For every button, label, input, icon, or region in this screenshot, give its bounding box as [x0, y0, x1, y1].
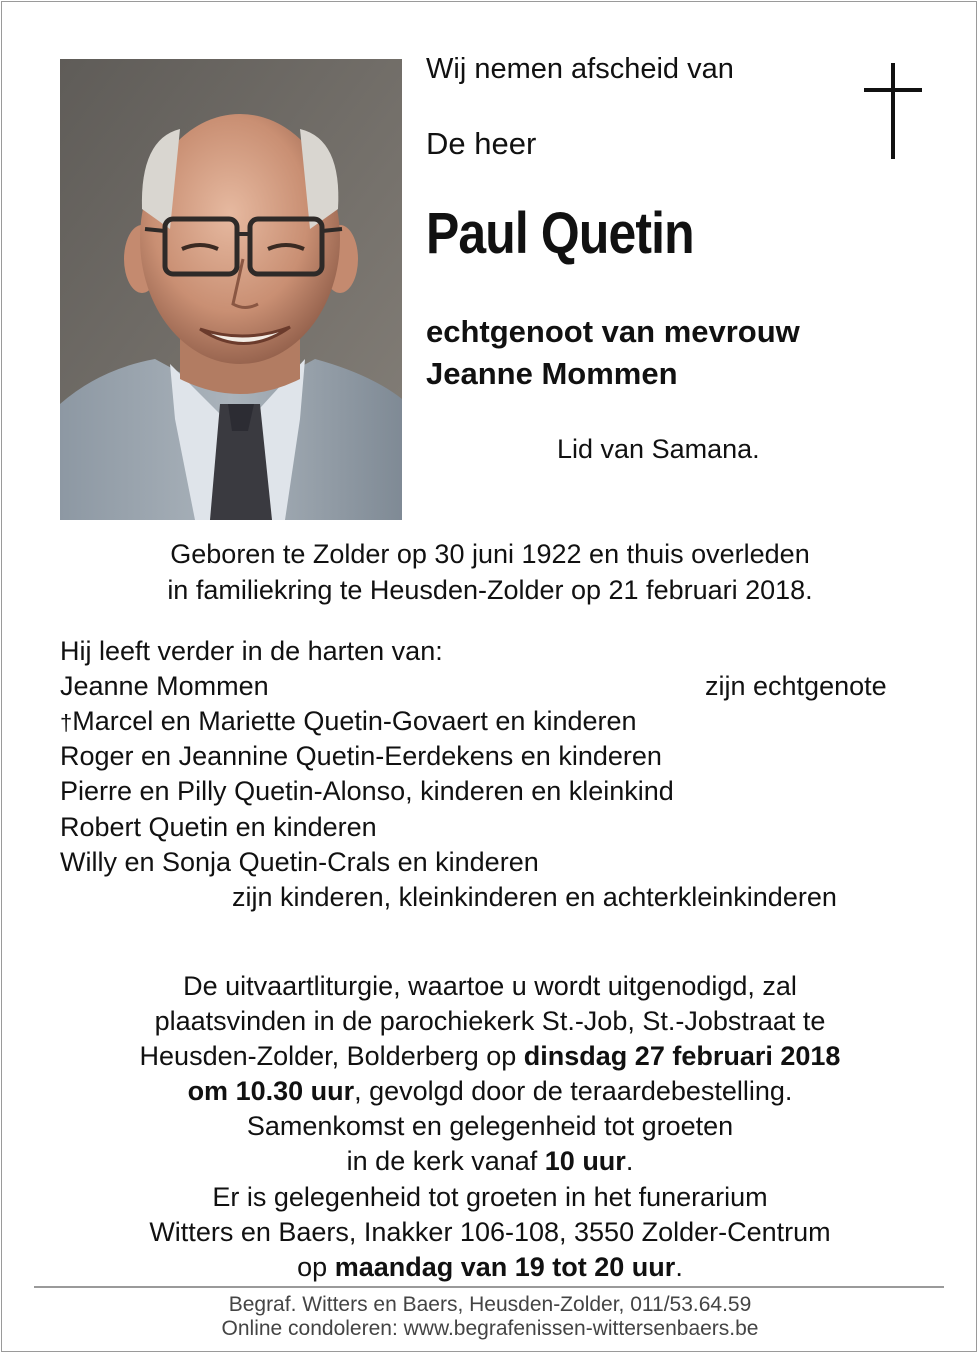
- portrait-illustration: [60, 59, 402, 520]
- ceremony-line: [0, 1076, 980, 1107]
- ceremony-line: plaatsvinden in de parochiekerk St.-Job, St.-Jobstraat te: [154, 1006, 826, 1036]
- deceased-mark: †: [60, 710, 73, 735]
- cross-vertical-bar: [891, 63, 895, 159]
- spouse-role: zijn echtgenote: [705, 671, 887, 701]
- family-intro: Hij leeft verder in de harten van:: [60, 636, 443, 666]
- spouse-line-1: echtgenoot van mevrouw: [426, 314, 800, 349]
- ceremony-time: om 10.30 uur: [187, 1076, 355, 1106]
- intro-text: Wij nemen afscheid van: [426, 53, 734, 85]
- online-condolence-link[interactable]: Online condoleren: www.begrafenissen-wittersenbaers.be: [221, 1317, 759, 1340]
- membership-text: Lid van Samana.: [557, 434, 760, 464]
- ceremony-text: .: [625, 1146, 634, 1176]
- ceremony-line: Er is gelegenheid tot groeten in het funerarium: [212, 1182, 768, 1212]
- birth-death-line-1: Geboren te Zolder op 30 juni 1922 en thuis overleden: [170, 539, 810, 569]
- deceased-name: Paul Quetin: [426, 201, 694, 266]
- ceremony-line: [0, 1252, 980, 1283]
- cross-horizontal-bar: [864, 88, 922, 92]
- ceremony-line: De uitvaartliturgie, waartoe u wordt uitgenodigd, zal: [183, 971, 797, 1001]
- children-role: zijn kinderen, kleinkinderen en achterkleinkinderen: [232, 882, 837, 912]
- ceremony-text: op: [297, 1252, 335, 1282]
- child-name: Willy en Sonja Quetin-Crals en kinderen: [60, 847, 539, 877]
- funeral-home-contact: Begraf. Witters en Baers, Heusden-Zolder, 011/53.64.59: [228, 1293, 752, 1316]
- ceremony-line: [0, 1041, 980, 1072]
- ceremony-text: .: [675, 1252, 683, 1282]
- ceremony-date: dinsdag 27 februari 2018: [523, 1041, 841, 1071]
- ceremony-text: Heusden-Zolder, Bolderberg op: [139, 1041, 524, 1071]
- ceremony-line: [0, 1146, 980, 1177]
- ceremony-text: , gevolgd door de teraardebestelling.: [354, 1076, 793, 1106]
- child-name: Roger en Jeannine Quetin-Eerdekens en kinderen: [60, 741, 662, 771]
- footer-divider: [34, 1286, 944, 1288]
- latin-cross-icon: [864, 63, 922, 159]
- greeting-time: 10 uur: [544, 1146, 626, 1176]
- spouse-name: Jeanne Mommen: [60, 671, 269, 701]
- child-name: Marcel en Mariette Quetin-Govaert en kinderen: [72, 706, 637, 736]
- ceremony-text: in de kerk vanaf: [346, 1146, 545, 1176]
- spouse-line-2: Jeanne Mommen: [426, 356, 678, 391]
- ceremony-line: Samenkomst en gelegenheid tot groeten: [246, 1111, 734, 1141]
- portrait-photo: [60, 59, 402, 520]
- child-name: Pierre en Pilly Quetin-Alonso, kinderen en kleinkind: [60, 776, 674, 806]
- viewing-time: maandag van 19 tot 20 uur: [334, 1252, 676, 1282]
- child-name: Robert Quetin en kinderen: [60, 812, 377, 842]
- ceremony-line: Witters en Baers, Inakker 106-108, 3550 Zolder-Centrum: [149, 1217, 831, 1247]
- family-line: [60, 706, 637, 737]
- birth-death-line-2: in familiekring te Heusden-Zolder op 21 februari 2018.: [167, 575, 813, 605]
- honorific-title: De heer: [426, 126, 537, 161]
